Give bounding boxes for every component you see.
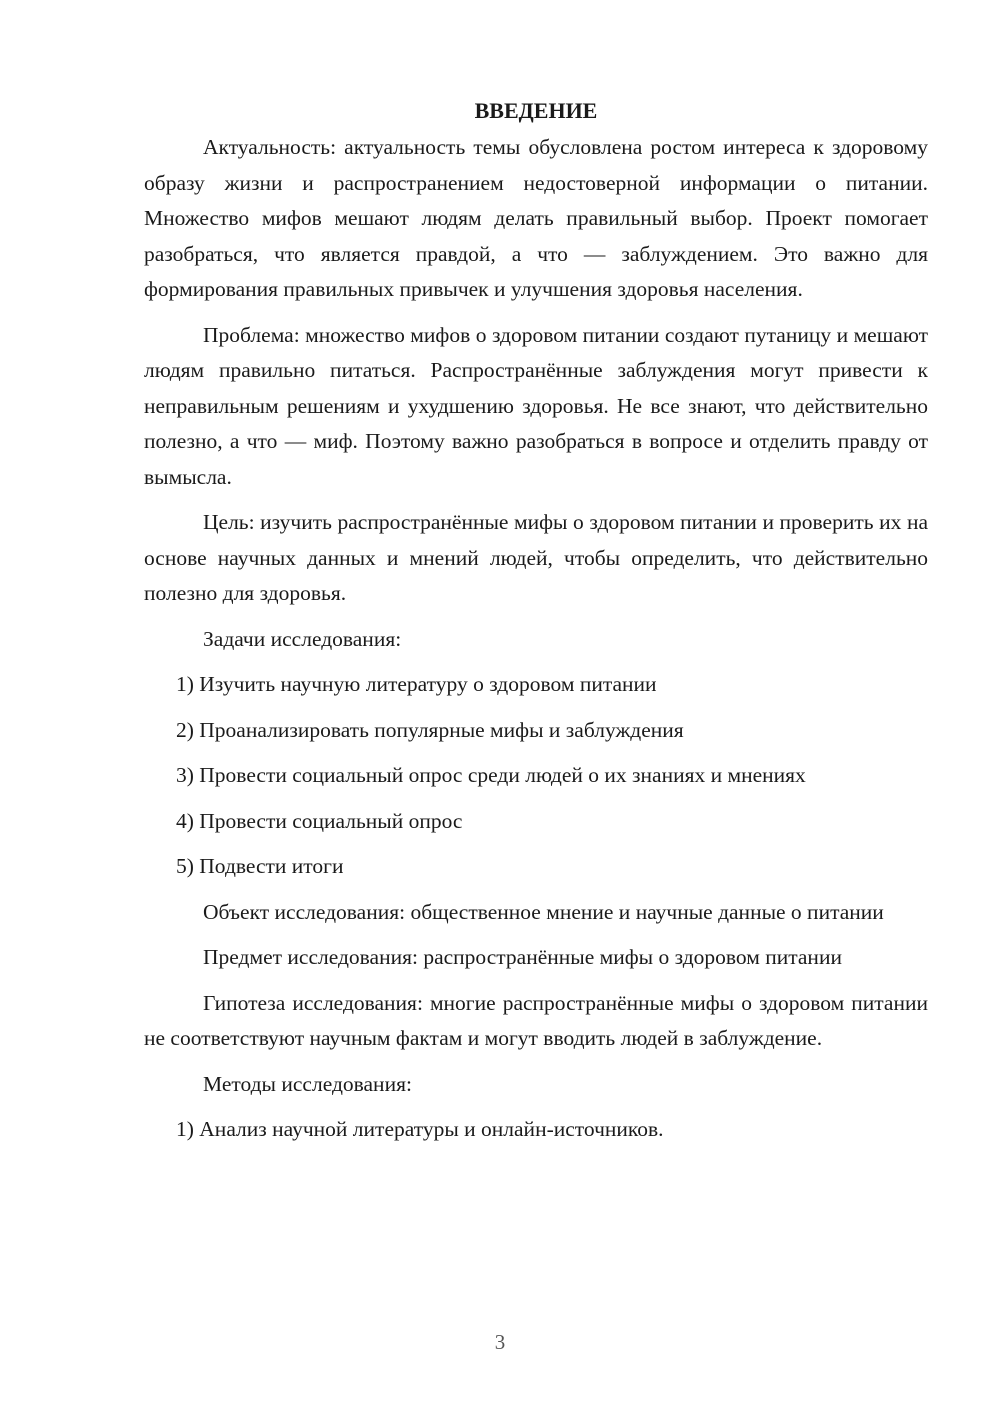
- paragraph-goal: Цель: изучить распространённые мифы о здоровом питании и проверить их на основе научных данных и мнений людей, чтобы определить, что действительно полезно для здоровья.: [144, 510, 928, 605]
- paragraph-hypothesis: Гипотеза исследования: многие распространённые мифы о здоровом питании не соответствуют научным фактам и могут вводить людей в заблуждение.: [144, 990, 928, 1050]
- document-title: ВВЕДЕНИЕ: [474, 98, 598, 123]
- paragraph-subject: Предмет исследования: распространённые мифы о здоровом питании: [203, 945, 842, 969]
- page-number: 3: [494, 1330, 506, 1354]
- tasks-heading: Задачи исследования:: [203, 626, 402, 651]
- methods-heading: Методы исследования:: [203, 1071, 412, 1096]
- paragraph-object: Объект исследования: общественное мнение и научные данные о питании: [203, 899, 884, 924]
- list-item: 1) Анализ научной литературы и онлайн-источников.: [176, 1117, 664, 1141]
- methods-list: [144, 1112, 928, 1148]
- tasks-list: [144, 667, 928, 885]
- paragraph-relevance: Актуальность: актуальность темы обусловлена ростом интереса к здоровому образу жизни и распространением недостоверной информации о питании. Множество мифов мешают людям делать правильный выбор. Проект помогает разобраться, что является правдой, а что — заблуждением. Это важно для формирования правильных привычек и улучшения здоровья населения.: [144, 135, 928, 301]
- list-item: 5) Подвести итоги: [176, 854, 344, 878]
- list-item: 1) Изучить научную литературу о здоровом питании: [176, 672, 657, 696]
- document-page: [144, 96, 928, 1158]
- list-item: 2) Проанализировать популярные мифы и заблуждения: [176, 717, 684, 742]
- list-item: 3) Провести социальный опрос среди людей о их знаниях и мнениях: [176, 763, 806, 787]
- paragraph-problem: Проблема: множество мифов о здоровом питании создают путаницу и мешают людям правильно питаться. Распространённые заблуждения могут привести к неправильным решениям и ухудшению здоровья. Не все знают, что действительно полезно, а что — миф. Поэтому важно разобраться в вопросе и отделить правду от вымысла.: [144, 322, 928, 489]
- list-item: 4) Провести социальный опрос: [176, 808, 463, 833]
